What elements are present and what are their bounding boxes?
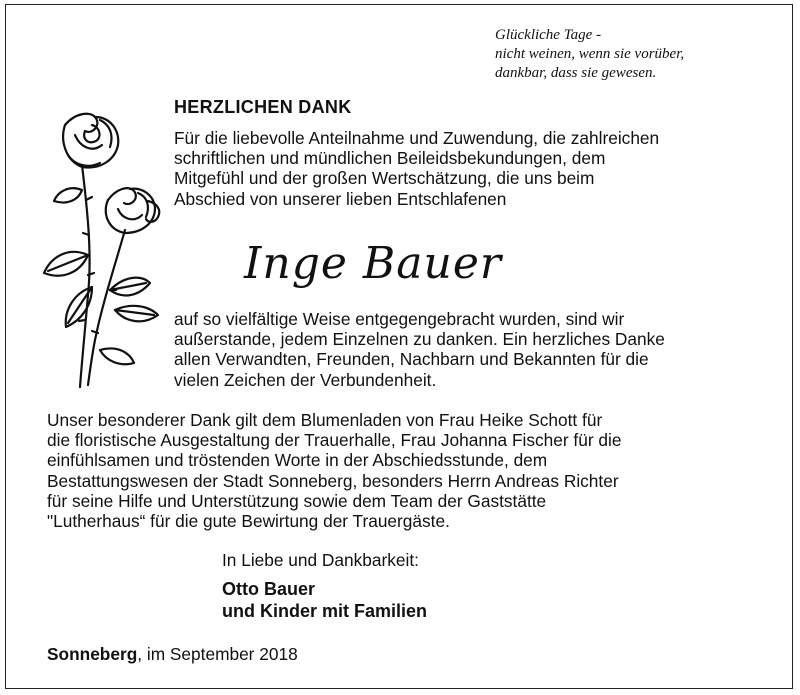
closing-phrase: In Liebe und Dankbarkeit: — [222, 550, 419, 570]
poem-line: nicht weinen, wenn sie vorüber, — [495, 46, 685, 62]
signer-name: und Kinder mit Familien — [222, 601, 428, 621]
rose-illustration — [30, 105, 165, 390]
text-line: die floristische Ausgestaltung der Trauerhalle, Frau Johanna Fischer für die — [47, 430, 622, 451]
text-line: Abschied von unserer lieben Entschlafenen — [174, 188, 507, 209]
text-line: schriftlichen und mündlichen Beileidsbekundungen, dem — [174, 148, 606, 169]
place-date — [47, 644, 298, 665]
text-line: einfühlsamen und tröstenden Worte in der Abschiedsstunde, dem — [47, 450, 548, 471]
poem — [495, 26, 790, 83]
text-line: allen Verwandten, Freunden, Nachbarn und Bekannten für die — [174, 349, 649, 370]
text-line: auf so vielfältige Weise entgegengebracht wurden, sind wir — [174, 309, 625, 329]
deceased-name: Inge Bauer — [244, 238, 502, 289]
text-line: Mitgefühl und der großen Wertschätzung, die uns beim — [174, 168, 595, 189]
text-line: Bestattungswesen der Stadt Sonneberg, besonders Herrn Andreas Richter — [47, 470, 619, 491]
text-line: vielen Zeichen der Verbundenheit. — [174, 369, 437, 390]
special-thanks-paragraph — [47, 410, 621, 531]
text-line: für seine Hilfe und Unterstützung sowie dem Team der Gaststätte — [47, 490, 547, 511]
intro-paragraph — [174, 128, 659, 209]
signer-name: Otto Bauer — [222, 579, 316, 599]
text-line: Unser besonderer Dank gilt dem Blumenladen von Frau Heike Schott für — [47, 410, 603, 430]
place-name: Sonneberg — [47, 644, 138, 664]
text-line: außerstande, jedem Einzelnen zu danken. Ein herzliches Danke — [174, 329, 665, 350]
continuation-paragraph — [174, 309, 665, 390]
signers — [222, 578, 427, 622]
heading: HERZLICHEN DANK — [174, 97, 352, 117]
poem-line: Glückliche Tage - — [495, 27, 602, 43]
text-line: "Lutherhaus“ für die gute Bewirtung der Trauergäste. — [47, 511, 450, 532]
poem-line: dankbar, dass sie gewesen. — [495, 65, 657, 81]
text-line: Für die liebevolle Anteilnahme und Zuwendung, die zahlreichen — [174, 128, 660, 148]
date-text: , im September 2018 — [137, 644, 298, 664]
